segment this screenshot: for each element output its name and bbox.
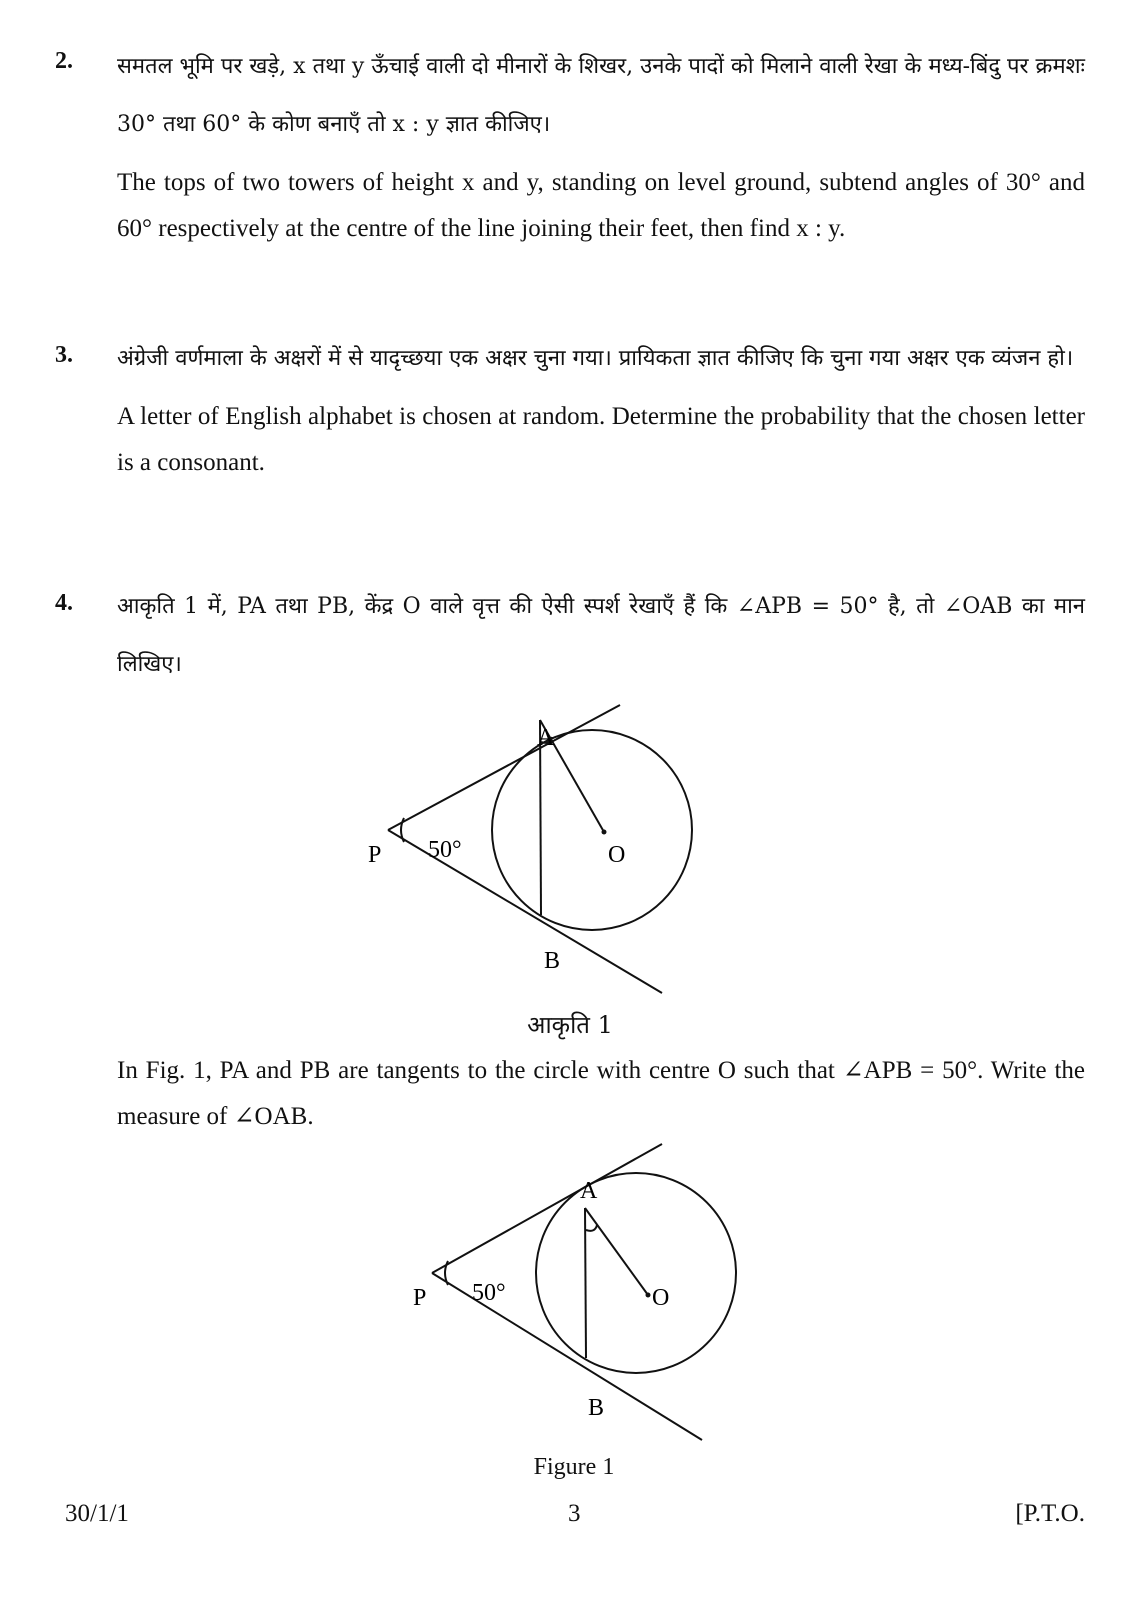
label-b: B <box>588 1395 605 1421</box>
question-english: A letter of English alphabet is chosen at random. Determine the probability that the chosen letter is a consonant. <box>117 403 1085 476</box>
label-o: O <box>608 842 626 868</box>
question-hindi: आकृति 1 में, PA तथा PB, केंद्र O वाले वृत्त की ऐसी स्पर्श रेखाएँ हैं कि ∠APB = 50° है, तो ∠OAB का मान लिखिए। <box>117 594 1085 677</box>
question-hindi: समतल भूमि पर खड़े, x तथा y ऊँचाई वाली दो मीनारों के शिखर, उनके पादों को मिलाने वाली रेखा के मध्य-बिंदु पर क्रमशः 30° तथा 60° के कोण बनाएँ तो x : y ज्ञात कीजिए। <box>117 54 1085 137</box>
label-p: P <box>368 842 382 868</box>
pto: [P.T.O. <box>1015 1500 1085 1527</box>
figure-caption-english: Figure 1 <box>533 1454 615 1480</box>
label-angle: 50° <box>428 837 462 863</box>
label-a: A <box>580 1178 598 1204</box>
question-4-english <box>55 1048 1085 1140</box>
question-number: 2. <box>55 48 73 74</box>
figure-caption-hindi: आकृति 1 <box>527 1011 613 1039</box>
question-english: In Fig. 1, PA and PB are tangents to the circle with centre O such that ∠APB = 50°. Write the measure of ∠OAB. <box>117 1057 1085 1130</box>
page-number: 3 <box>568 1500 581 1527</box>
label-a: A <box>537 725 555 751</box>
paper-code: 30/1/1 <box>65 1500 129 1527</box>
question-number: 3. <box>55 342 73 368</box>
question-english: The tops of two towers of height x and y, standing on level ground, subtend angles of 30° and 60° respectively at the centre of the line joining their feet, then find x : y. <box>117 169 1085 242</box>
question-hindi: अंग्रेजी वर्णमाला के अक्षरों में से यादृच्छया एक अक्षर चुना गया। प्रायिकता ज्ञात कीजिए कि चुना गया अक्षर एक व्यंजन हो। <box>117 346 1074 371</box>
label-b: B <box>544 948 561 974</box>
label-o: O <box>652 1285 670 1311</box>
question-number: 4. <box>55 590 73 616</box>
label-p: P <box>413 1285 427 1311</box>
label-angle: 50° <box>472 1280 506 1306</box>
